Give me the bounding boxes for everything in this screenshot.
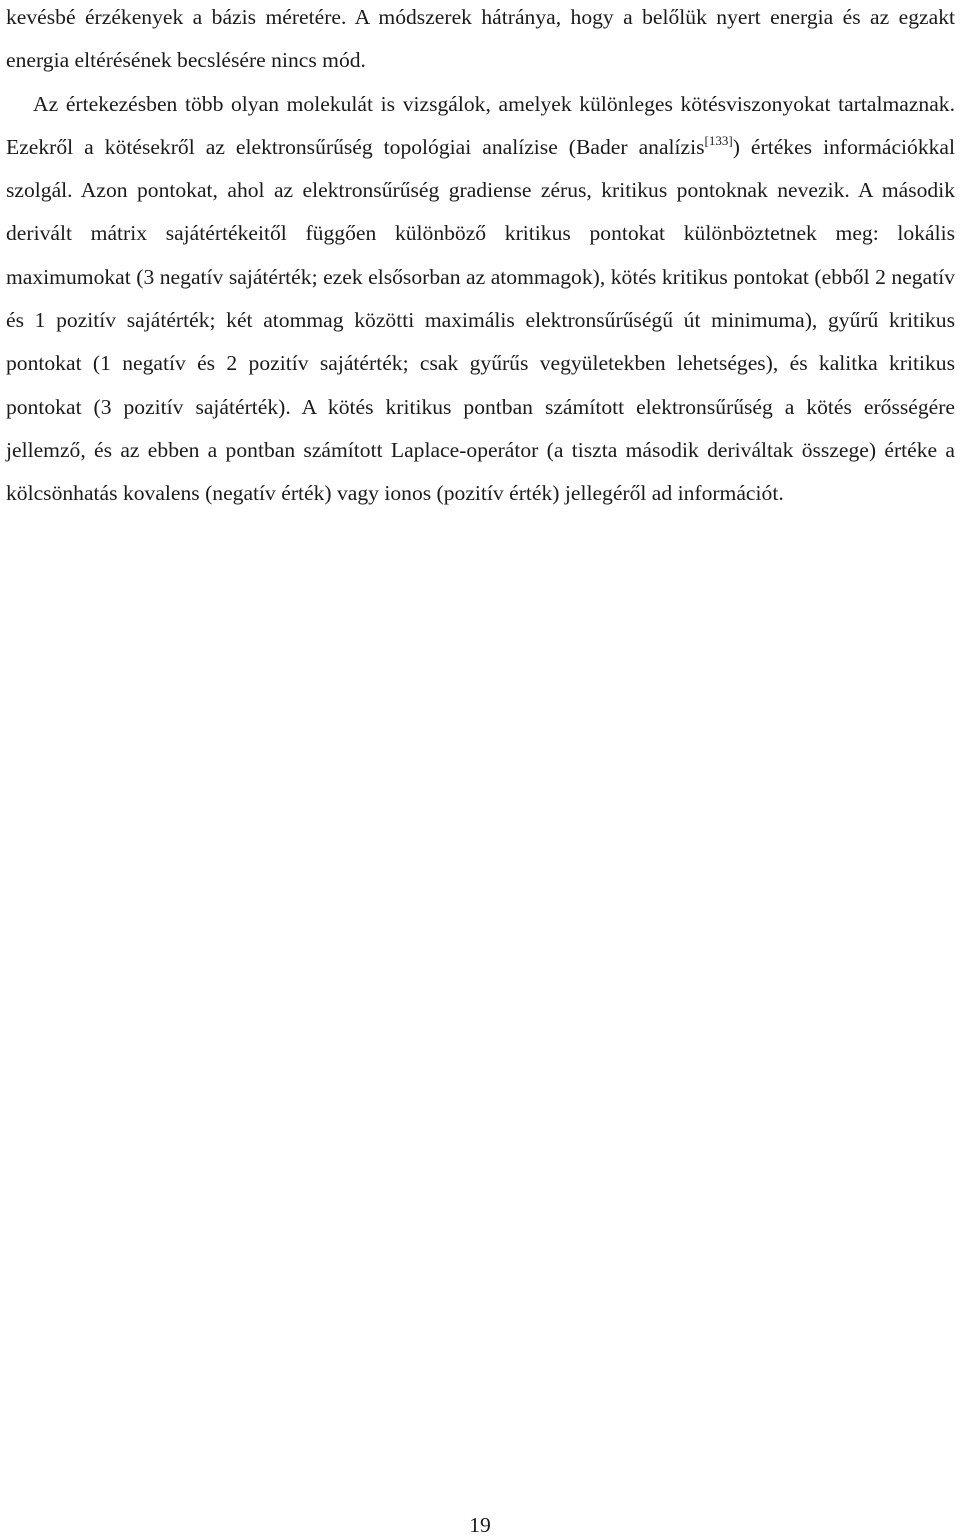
paragraph-1: kevésbé érzékenyek a bázis méretére. A módszerek hátránya, hogy a belőlük nyert energia és az egzakt energia eltérésének becslésére nincs mód. bbox=[6, 5, 955, 73]
page-number: 19 bbox=[469, 1513, 491, 1537]
citation-reference: [133] bbox=[704, 132, 733, 148]
paragraph-2-text-after-citation: ) értékes információkkal szolgál. Azon pontokat, ahol az elektronsűrűség gradiense zérus, kritikus pontoknak nevezik. A második derivált mátrix sajátértékeitől függően különböző kritikus pontokat különböztetnek meg: lokális maximumokat (3 negatív sajátérték; ezek elsősorban az atommagok), kötés kritikus pontokat (ebből 2 negatív és 1 pozitív sajátérték; két atommag közötti maximális elektronsűrűségű út minimuma), gyűrű kritikus pontokat (1 negatív és 2 pozitív sajátérték; csak gyűrűs vegyületekben lehetséges), és kalitka kritikus pontokat (3 pozitív sajátérték). A kötés kritikus pontban számított elektronsűrűség a kötés erősségére jellemző, és az ebben a pontban számított Laplace-operátor (a tiszta második deriváltak összege) értéke a kölcsönhatás kovalens (negatív érték) vagy ionos (pozitív érték) jellegéről ad információt. bbox=[6, 134, 956, 506]
paragraph-2 bbox=[6, 83, 955, 516]
document-page bbox=[6, 0, 955, 516]
paragraph-2-text-before-citation: Az értekezésben több olyan molekulát is vizsgálok, amelyek különleges kötésviszonyokat tartalmaznak. Ezekről a kötésekről az elektronsűrűség topológiai analízise (Bader analízis bbox=[6, 91, 955, 159]
